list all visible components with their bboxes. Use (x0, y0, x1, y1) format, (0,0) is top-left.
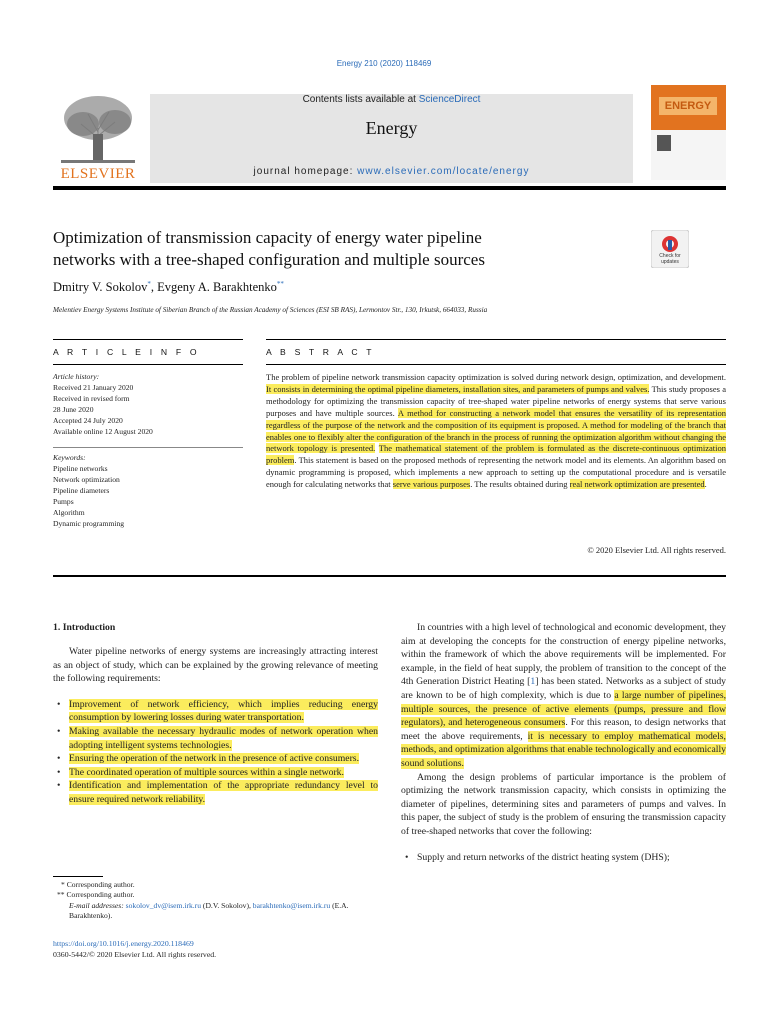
para-highlight: it is necessary to employ mathematical models, methods, and optimization algorithms that enable technologically and economically sound solutions. (401, 730, 726, 769)
abstract-sentence: The problem of pipeline network transmission capacity optimization is solved during network design, optimization, and development. (266, 372, 726, 382)
author-1: Dmitry V. Sokolov (53, 280, 148, 295)
abstract-text (266, 372, 726, 491)
contents-line (150, 94, 633, 105)
issn-line: 0360-5442/© 2020 Elsevier Ltd. All rights reserved. (53, 950, 217, 959)
info-rule-top (53, 339, 243, 340)
email-footnote (53, 901, 383, 922)
right-column (401, 621, 726, 864)
footnote-2: ** Corresponding author. (57, 890, 135, 900)
intro-paragraph-3: Among the design problems of particular importance is the problem of optimizing the network transmission capacity, which consists in optimizing the diameter of pipelines, determining sites and parameters of pumps and valves. In this paper, the subject of study is the problem of ensuring the transmission capacity of tree-shaped networks that cover the following: (401, 771, 726, 837)
homepage-line (150, 166, 633, 177)
requirement-text: Making available the necessary hydraulic modes of network operation when adopting intelligent systems technologies. (69, 725, 378, 751)
abstract-highlight: It consists in determining the optimal pipeline diameters, installation sites, and parameters of pumps and valves. (266, 383, 650, 394)
email-owner-2: (E.A. Barakhtenko). (69, 900, 349, 921)
email-link-1[interactable]: sokolov_dv@isem.irk.ru (125, 900, 202, 910)
keyword: Pipeline diameters (53, 486, 110, 495)
article-history (53, 371, 243, 437)
abstract-highlight: real network optimization are presented (569, 479, 705, 490)
para-text: ] has been stated. Networks as a subject of study are known to be of high complexity, which is due to (401, 676, 727, 701)
elsevier-wordmark: ELSEVIER (60, 166, 136, 182)
history-accepted: Accepted 24 July 2020 (53, 416, 123, 425)
abstract-highlight: A method for constructing a network model that ensures the versatility of its representation regardless of the purpose of the network and the composition of its equipment is proposed. A method for modeling of the branch that enables one to flexibly alter the configuration of the branch in the process of running the optimization algorithm without changing the network topology is presented. (266, 407, 727, 454)
journal-citation[interactable]: Energy 210 (2020) 118469 (336, 59, 432, 68)
cover-word (659, 97, 717, 115)
title-line-2: networks with a tree-shaped configuration and multiple sources (53, 250, 485, 269)
author-list (53, 280, 284, 295)
doi-block (53, 938, 216, 960)
left-column (53, 645, 378, 807)
network-type-item (401, 851, 726, 865)
cover-publisher-logo (657, 135, 671, 151)
intro-paragraph-2 (401, 621, 726, 771)
homepage-link[interactable]: www.elsevier.com/locate/energy (357, 166, 530, 177)
abstract-rule-mid (266, 364, 726, 365)
cover-top (651, 85, 726, 130)
abstract-rule-top (266, 339, 726, 340)
abstract-sentence: . The results obtained during (470, 479, 570, 490)
keyword: Pipeline networks (53, 464, 108, 473)
keyword: Network optimization (53, 475, 120, 484)
history-label: Article history: (53, 372, 100, 381)
contents-prefix: Contents lists available at (302, 94, 419, 105)
email-label: E-mail addresses: (69, 900, 126, 910)
journal-cover (651, 85, 726, 180)
intro-paragraph-1: Water pipeline networks of energy systems are increasingly attracting interest as an object of study, which can be explained by the growing relevance of meeting the following requirements: (53, 646, 378, 685)
homepage-label: journal homepage: (253, 166, 358, 177)
requirement-item (53, 698, 378, 725)
doi-link[interactable]: https://doi.org/10.1016/j.energy.2020.118469 (53, 939, 194, 948)
cover-word-text: ENERGY (664, 100, 712, 112)
info-rule-mid (53, 364, 243, 365)
footnote-1: * Corresponding author. (61, 880, 135, 889)
info-rule-keywords (53, 447, 243, 448)
abstract-sentence: . (704, 479, 707, 490)
email-owner-1: (D.V. Sokolov), (201, 900, 253, 910)
cover-bottom (651, 130, 726, 180)
requirement-text: Identification and implementation of the appropriate redundancy level to ensure required network reliability. (69, 780, 378, 805)
affiliation: Melentiev Energy Systems Institute of Siberian Branch of the Russian Academy of Sciences (ESI SB RAS), Lermontov Str., 130, Irkutsk, 664033, Russia (53, 306, 488, 314)
check-updates-label: Check for updates (659, 253, 681, 265)
author-2: Evgeny A. Barakhtenko (157, 280, 277, 295)
sciencedirect-link[interactable]: ScienceDirect (418, 94, 481, 105)
requirement-item (53, 766, 378, 780)
abstract-copyright: © 2020 Elsevier Ltd. All rights reserved. (587, 545, 726, 555)
requirement-item (53, 779, 378, 806)
front-matter-rule (53, 575, 726, 577)
requirement-text: Improvement of network efficiency, which implies reducing energy consumption by lowering losses during water transportation. (69, 698, 378, 724)
abstract-sentence: This study proposes a methodology for optimizing the transmission capacity of tree-shaped water pipeline networks of energy systems that serve various purposes and have multiple sources. (266, 383, 726, 418)
article-title (53, 227, 643, 271)
reference-link[interactable]: 1 (530, 676, 536, 688)
footnote-rule (53, 876, 103, 877)
abstract-highlight: The mathematical statement of the problem is formulated as the discrete-continuous optimization problem (266, 443, 726, 466)
elsevier-logo (53, 88, 143, 184)
keyword: Algorithm (53, 508, 85, 517)
author-separator: , (150, 280, 158, 295)
author-2-mark[interactable]: ** (276, 280, 284, 288)
journal-name: Energy (365, 118, 418, 138)
keyword: Dynamic programming (53, 519, 125, 528)
para-text: . For this reason, to design networks that meet the above requirements, (401, 717, 726, 742)
keywords (53, 452, 243, 529)
requirement-text: Ensuring the operation of the network in the presence of active consumers. (69, 753, 359, 765)
section-heading-introduction: 1. Introduction (53, 622, 116, 633)
history-received: Received 21 January 2020 (53, 383, 134, 392)
title-line-1: Optimization of transmission capacity of energy water pipeline (53, 228, 482, 247)
abstract-heading: A B S T R A C T (266, 347, 375, 357)
abstract-highlight: serve various purposes (392, 479, 471, 490)
history-revised-label: Received in revised form (53, 394, 130, 403)
keywords-label: Keywords: (53, 453, 86, 462)
check-for-updates-badge[interactable] (651, 230, 689, 268)
requirement-text: The coordinated operation of multiple sources within a single network. (69, 766, 344, 778)
history-online: Available online 12 August 2020 (53, 427, 153, 436)
abstract-sentence: . This statement is based on the proposed methods of representing the network model and its elements. An algorithm based on dynamic programming is proposed, which implements a new approach to setting up the computational procedure and is versatile enough for calculating networks that (266, 455, 726, 490)
para-text: In countries with a high level of technological and economic development, they aim at developing the concepts for the construction of energy pipeline networks, within the framework of which the above requirements will be implemented. For example, in the field of heat supply, the problem of transition to the concept of the 4th Generation District Heating [ (401, 622, 726, 688)
requirement-item (53, 752, 378, 766)
para-highlight: a large number of pipelines, multiple sources, the presence of active elements (pumps, pressure and flow regulators), and heterogeneous consumers (401, 689, 727, 729)
requirement-item (53, 725, 378, 752)
footnotes (53, 880, 383, 922)
history-revised-date: 28 June 2020 (53, 405, 94, 414)
header-rule (53, 186, 726, 190)
author-1-mark[interactable]: * (147, 280, 151, 288)
journal-banner (150, 94, 633, 183)
article-info-heading: A R T I C L E I N F O (53, 347, 200, 357)
email-link-2[interactable]: barakhtenko@isem.irk.ru (252, 900, 331, 910)
network-type-text: Supply and return networks of the district heating system (DHS); (417, 851, 670, 863)
keyword: Pumps (53, 497, 74, 506)
